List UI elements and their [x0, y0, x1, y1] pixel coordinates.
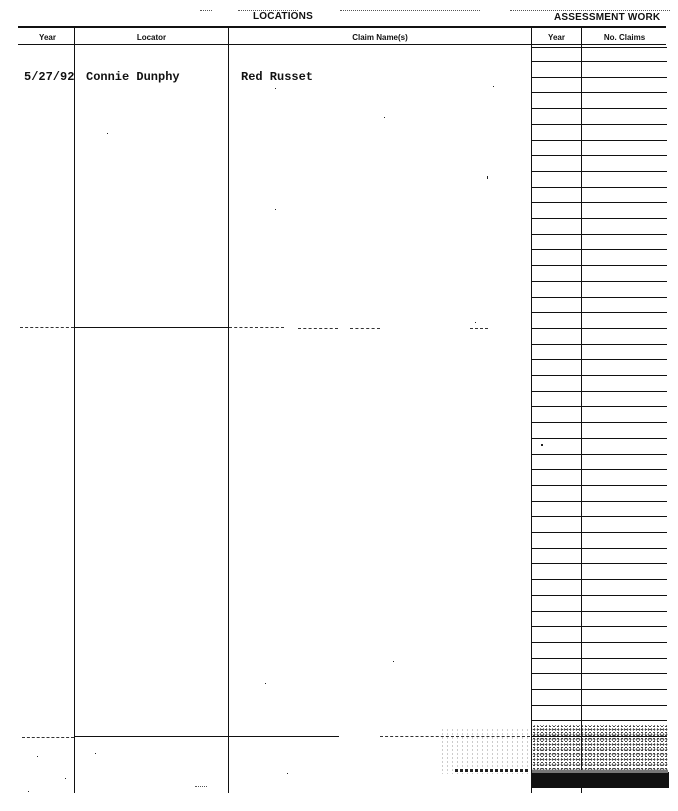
divider-aw-year-claims [581, 27, 582, 793]
mid-separator-claim-a [229, 327, 284, 328]
assessment-work-rule [532, 328, 667, 329]
scan-speck [95, 753, 96, 754]
assessment-work-rule [532, 234, 667, 235]
assessment-work-rule [532, 77, 667, 78]
header-bottom-rule [18, 44, 666, 45]
scan-speck [541, 444, 543, 446]
assessment-work-rule [532, 265, 667, 266]
scan-speck [287, 773, 288, 774]
assessment-work-rule [532, 720, 667, 721]
assessment-work-rule [532, 171, 667, 172]
assessment-work-rule [532, 689, 667, 690]
header-scan-noise-right [340, 10, 480, 11]
assessment-work-rule [532, 705, 667, 706]
assessment-work-rule [532, 61, 667, 62]
scan-speck [65, 778, 66, 779]
assessment-work-rule [532, 532, 667, 533]
assessment-work-rule [532, 249, 667, 250]
mid-separator-locator [75, 327, 228, 328]
entry-year: 5/27/92 [24, 70, 75, 84]
scan-speck [275, 209, 276, 210]
divider-year-locator [74, 27, 75, 793]
header-top-rule [18, 26, 666, 28]
assessment-work-rule [532, 391, 667, 392]
assessment-work-rule [532, 140, 667, 141]
column-header-claim-names: Claim Name(s) [352, 33, 408, 42]
scan-speck [265, 683, 266, 684]
assessment-work-rule [532, 485, 667, 486]
assessment-work-rule [532, 187, 667, 188]
mid-separator-claim-c [350, 328, 380, 329]
assessment-work-rule [532, 406, 667, 407]
assessment-work-rule [532, 673, 667, 674]
scan-speck [107, 133, 108, 134]
divider-claim-assessment [531, 27, 532, 793]
lower-separator-left [22, 737, 74, 738]
header-scan-noise-left [200, 10, 212, 11]
scan-speck [275, 88, 276, 89]
scan-noise-cluster [440, 728, 530, 774]
assessment-work-rule [532, 359, 667, 360]
lower-separator-locator [75, 736, 228, 737]
locations-title: LOCATIONS [253, 11, 313, 22]
assessment-work-rule [532, 563, 667, 564]
assessment-work-rule [532, 579, 667, 580]
scan-noise-dense [532, 725, 668, 770]
divider-locator-claim [228, 27, 229, 793]
assessment-work-rule [532, 469, 667, 470]
assessment-work-rule [532, 658, 667, 659]
scan-speck [37, 756, 38, 757]
assessment-work-rule [532, 454, 667, 455]
lower-separator-claim [229, 736, 339, 737]
assessment-work-rule [532, 108, 667, 109]
assessment-work-rule [532, 202, 667, 203]
assessment-work-rule [532, 595, 667, 596]
mid-separator-left [20, 327, 74, 328]
scan-speck [475, 322, 476, 323]
assessment-work-rule [532, 344, 667, 345]
entry-claim-name: Red Russet [241, 70, 314, 84]
bottom-grey-bar [532, 770, 668, 773]
scan-speck [384, 117, 385, 118]
assessment-work-rule [532, 47, 667, 48]
entry-locator: Connie Dunphy [86, 70, 180, 84]
assessment-work-rule [532, 422, 667, 423]
assessment-work-rule [532, 438, 667, 439]
column-header-year: Year [39, 33, 56, 42]
column-header-aw-no-claims: No. Claims [603, 33, 646, 42]
column-header-aw-year: Year [548, 33, 565, 42]
assessment-work-rule [532, 611, 667, 612]
scan-speck [487, 176, 488, 179]
assessment-work-rule [532, 124, 667, 125]
scan-speck [28, 791, 29, 792]
scan-speck-line [195, 786, 207, 787]
header-scan-noise-far [510, 10, 670, 11]
mid-separator-claim-b [298, 328, 338, 329]
assessment-work-rule [532, 155, 667, 156]
assessment-work-rule [532, 501, 667, 502]
column-header-locator: Locator [136, 33, 167, 42]
assessment-work-rule [532, 548, 667, 549]
assessment-work-rule [532, 281, 667, 282]
scan-speck [493, 86, 494, 87]
assessment-work-title: ASSESSMENT WORK [554, 12, 661, 23]
assessment-work-rule [532, 516, 667, 517]
mid-separator-claim-d [470, 328, 488, 329]
assessment-work-rule [532, 642, 667, 643]
scan-noise-streak [455, 769, 530, 772]
bottom-black-bar [532, 772, 669, 788]
scan-speck [393, 661, 394, 662]
assessment-work-rule [532, 297, 667, 298]
assessment-work-rule [532, 92, 667, 93]
assessment-work-rule [532, 218, 667, 219]
assessment-work-rule [532, 375, 667, 376]
assessment-work-rule [532, 312, 667, 313]
assessment-work-rule [532, 626, 667, 627]
